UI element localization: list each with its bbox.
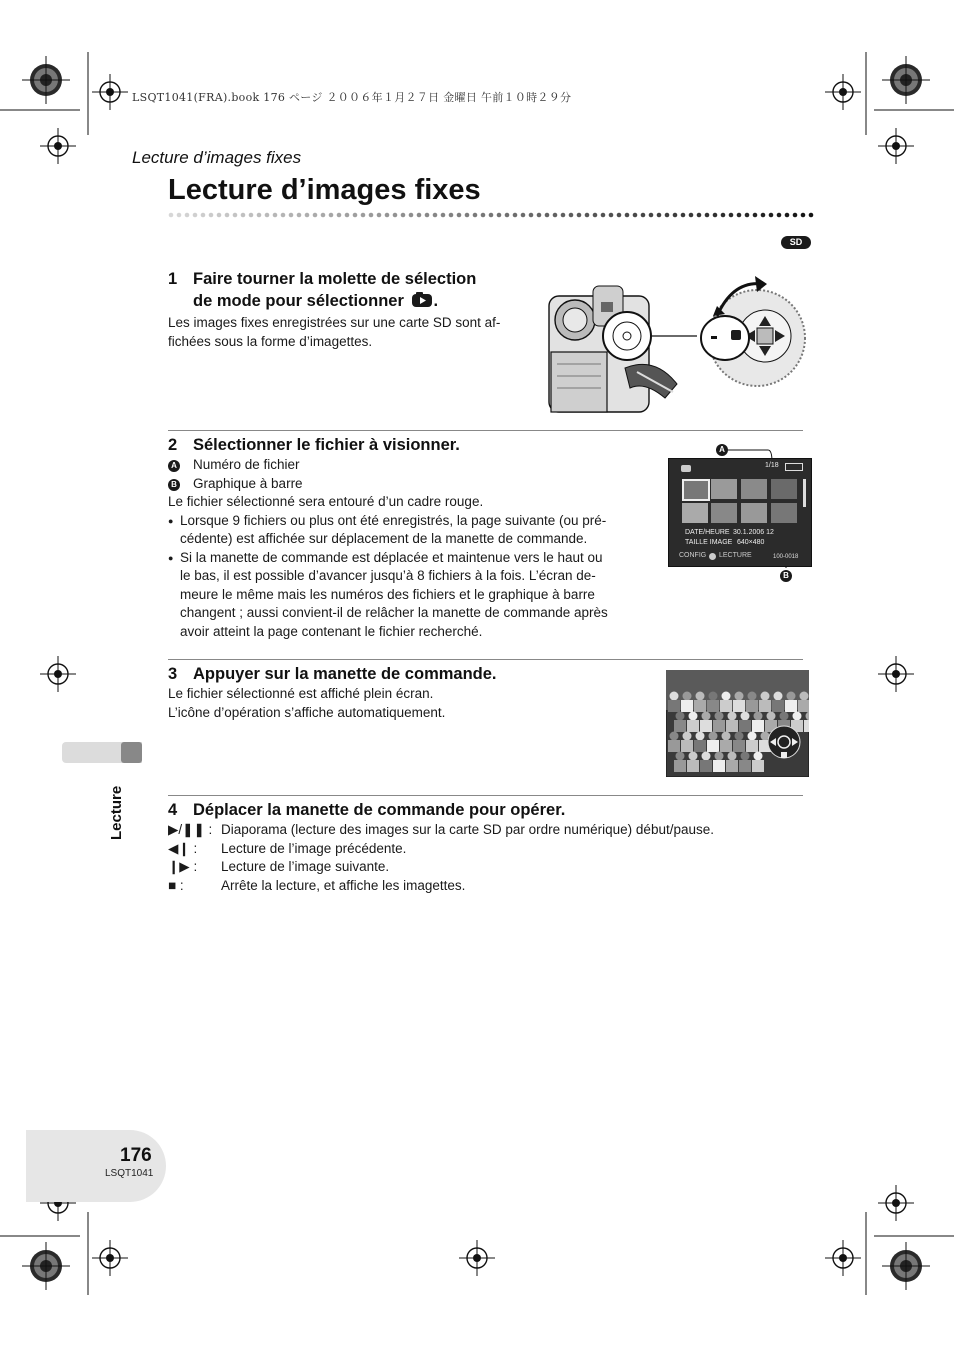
step-1-title-end: .: [433, 292, 439, 310]
step-2: [168, 434, 658, 641]
step-1-title-line1: Faire tourner la molette de sélection: [193, 270, 477, 288]
scroll-bar-graph: [803, 479, 806, 507]
step-4-title: Déplacer la manette de commande pour opérer.: [193, 801, 566, 819]
divider-step3: [168, 659, 803, 660]
step-3-number: 3: [168, 665, 178, 683]
step-3-body-line1: Le fichier sélectionné est affiché plein écran.: [168, 686, 434, 701]
step-4: [168, 799, 808, 895]
legend-b: [168, 475, 658, 494]
bullet-2-line-3: meure le même mais les numéros des fichiers et le graphique à barre: [180, 586, 595, 602]
page-title: Lecture d’images fixes: [168, 174, 481, 206]
previous-icon: ◀❙ :: [168, 840, 198, 856]
thumbnail-selected: [682, 479, 710, 501]
operation-text: Arrête la lecture, et affiche les imagettes.: [221, 877, 466, 893]
info-size-label: TAILLE IMAGE: [685, 539, 733, 546]
section-label: [108, 772, 148, 842]
step-4-heading: [168, 799, 808, 821]
book-header: LSQT1041(FRA).book 176 ページ ２００６年１月２７日 金曜日 午前１０時２９分: [132, 91, 572, 104]
callout-b-marker: B: [780, 570, 792, 582]
operation-text: Diaporama (lecture des images sur la carte SD par ordre numérique) début/pause.: [221, 822, 714, 837]
operation-text: Lecture de l’image suivante.: [221, 859, 390, 874]
step-3-heading: [168, 663, 648, 685]
bullet-2-line-4: changent ; aussi convient-il de relâcher la manette de commande après: [180, 605, 608, 620]
step-2-title: Sélectionner le fichier à visionner.: [193, 436, 460, 454]
info-size-value: 640×480: [737, 539, 765, 546]
play-pause-icon: ▶/❚❚ :: [168, 822, 213, 837]
info-date-value: 30.1.2006 12: [733, 529, 774, 536]
thumbnail-screen-figure: [668, 440, 813, 582]
thumbnail: [682, 503, 708, 523]
full-screen-photo: [666, 670, 809, 777]
lcd-screen: [668, 458, 812, 567]
step-2-body: [168, 456, 658, 641]
step-3-body: [168, 685, 648, 722]
step-1-body-line1: Les images fixes enregistrées sur une carte SD sont af-: [168, 315, 501, 330]
step-1-heading: [168, 268, 543, 312]
play-mode-icon: [681, 464, 691, 472]
thumbnail: [741, 503, 767, 523]
section-label-text: Lecture: [108, 785, 125, 840]
folder-number: 100-0018: [773, 554, 799, 560]
camcorder-mode-dial-illustration: [545, 276, 811, 414]
step-2-heading: [168, 434, 658, 456]
legend-b-text: Graphique à barre: [193, 475, 303, 491]
legend-a-text: Numéro de fichier: [193, 457, 300, 472]
step-2-text: Le fichier sélectionné sera entouré d’un cadre rouge.: [168, 494, 484, 509]
thumbnail: [741, 479, 767, 499]
thumbnail-grid: [681, 477, 799, 527]
step-2-number: 2: [168, 436, 178, 454]
thumbnail: [771, 503, 797, 523]
step-1-body: [168, 314, 543, 351]
callout-a-marker: A: [716, 444, 728, 456]
thumbnail: [711, 479, 737, 499]
bullet-2-line-1: Si la manette de commande est déplacée et maintenue vers le haut ou: [180, 549, 603, 565]
bullet-2-line-5: avoir atteint la page contenant le fichier recherché.: [180, 623, 483, 639]
operation-item: [168, 858, 808, 877]
thumbnail: [711, 503, 737, 523]
step-3-body-line2: L’icône d’opération s’affiche automatiquement.: [168, 704, 446, 720]
operation-item: [168, 877, 808, 896]
page-number: 176: [120, 1145, 152, 1166]
operation-item: [168, 821, 808, 840]
step-3: [168, 663, 648, 722]
battery-icon: [785, 463, 803, 471]
sd-card-badge: SD: [781, 236, 811, 249]
section-tab-marker: [121, 742, 142, 763]
info-date-label: DATE/HEURE: [685, 529, 730, 536]
step-2-bullet-1: [168, 512, 658, 549]
legend-b-marker: B: [168, 479, 180, 491]
page-code: LSQT1041: [105, 1168, 154, 1179]
step-1: [168, 268, 543, 351]
play-mode-icon: [411, 292, 433, 308]
step-2-bullet-2: [168, 549, 658, 642]
running-title: Lecture d’images fixes: [132, 148, 302, 167]
stop-icon: [781, 752, 787, 758]
operation-text: Lecture de l’image précédente.: [221, 840, 407, 856]
next-icon: ❙▶ :: [168, 859, 198, 874]
step-1-body-line2: fichées sous la forme d’imagettes.: [168, 333, 373, 349]
joystick-icon: [709, 553, 716, 560]
divider-step2: [168, 430, 803, 431]
legend-a: [168, 456, 658, 475]
operation-item: [168, 840, 808, 859]
bullet-1-line-1: Lorsque 9 fichiers ou plus ont été enregistrés, la page suivante (ou pré-: [180, 512, 607, 528]
step-1-number: 1: [168, 270, 178, 288]
file-number: 1/18: [765, 462, 779, 469]
bullet-2-line-2: le bas, il est possible d’avancer jusqu’à 8 fichiers à la fois. L’écran de-: [180, 568, 596, 583]
step-1-title-line2: de mode pour sélectionner: [193, 292, 404, 310]
lecture-label: LECTURE: [719, 552, 752, 559]
config-label: CONFIG: [679, 552, 707, 559]
legend-a-marker: A: [168, 460, 180, 472]
step-4-number: 4: [168, 801, 178, 819]
operation-list: [168, 821, 808, 895]
bullet-1-line-2: cédente) est affichée sur déplacement de la manette de commande.: [180, 531, 588, 546]
stop-icon: ■ :: [168, 877, 184, 893]
step-3-title: Appuyer sur la manette de commande.: [193, 665, 497, 683]
divider-step4: [168, 795, 803, 796]
thumbnail: [771, 479, 797, 499]
title-dotted-rule: [168, 210, 814, 220]
